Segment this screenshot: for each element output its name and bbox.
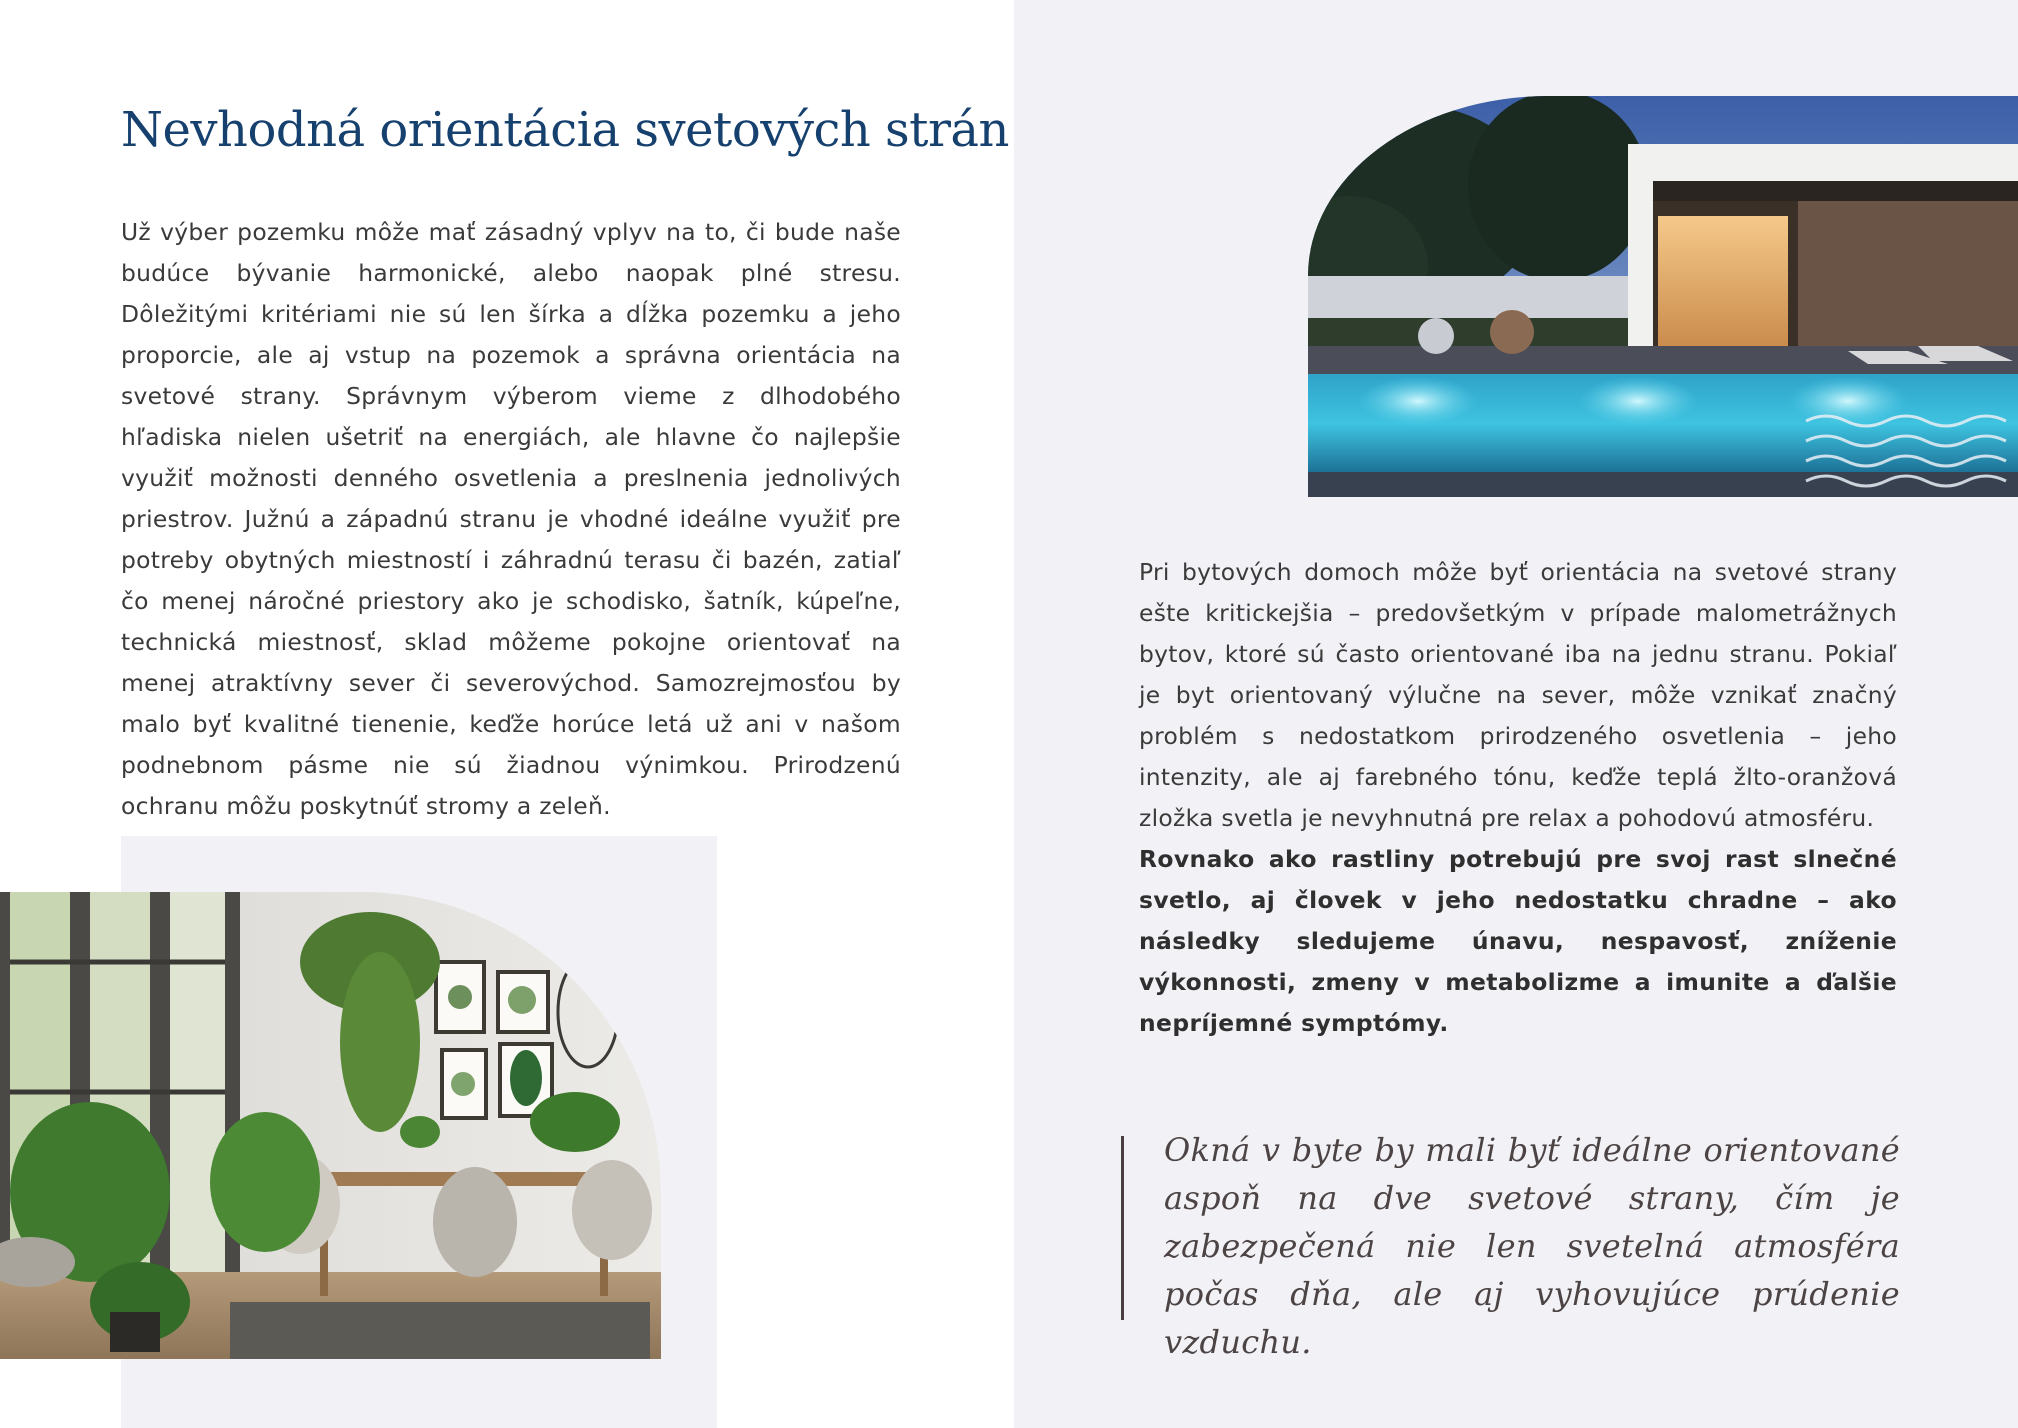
highlight-paragraph: Rovnako ako rastliny potrebujú pre svoj rast slnečné svetlo, aj človek v jeho nedostatku chradne – ako následky sledujeme únavu, nespavosť, zníženie výkonnosti, zmeny v metabolizme a imunite a ďalšie nepríjemné symptómy. [1139,845,1897,1037]
pull-quote-text: Okná v byte by mali byť ideálne orientované aspoň na dve svetové strany, čím je zabezpečená nie len svetelná atmosféra počas dňa, ale aj vyhovujúce prúdenie vzduchu. [1164,1131,1900,1361]
intro-paragraph: Už výber pozemku môže mať zásadný vplyv na to, či bude naše budúce bývanie harmonické, alebo naopak plné stresu. Dôležitými kritériami nie sú len šírka a dĺžka pozemku a jeho proporcie, ale aj vstup na pozemok a správna orientácia na svetové strany. Správnym výberom vieme z dlhodobého hľadiska nielen ušetriť na energiách, ale hlavne čo najlepšie využiť možnosti denného osvetlenia a preslnenia jednolivých priestrov. Južnú a západnú stranu je vhodné ideálne využiť pre potreby obytných miestností i záhradnú terasu či bazén, zatiaľ čo menej náročné priestory ako je schodisko, šatník, kúpeľne, technická miestnosť, sklad môžeme pokojne orientovať na menej atraktívny sever či severovýchod. Samozrejmosťou by malo byť kvalitné tienenie, keďže horúce letá už ani v našom podnebnom pásme nie sú žiadnou výnimkou. Prirodzenú ochranu môžu poskytnúť stromy a zeleň. [121,218,901,820]
page-title: Nevhodná orientácia svetových strán [121,102,1009,158]
pull-quote [1121,1131,1900,1361]
apartment-paragraph: Pri bytových domoch môže byť orientácia na svetové strany ešte kritickejšia – predovšetkým v prípade malometrážnych bytov, ktoré sú často orientované iba na jednu stranu. Pokiaľ je byt orientovaný výlučne na sever, môže vznikať značný problém s nedostatkom prirodzeného osvetlenia – jeho intenzity, ale aj farebného tónu, keďže teplá žlto-oranžová zložka svetla je nevyhnutná pre relax a pohodovú atmosféru. [1139,558,1897,832]
pool-house-photo [1308,96,2018,497]
